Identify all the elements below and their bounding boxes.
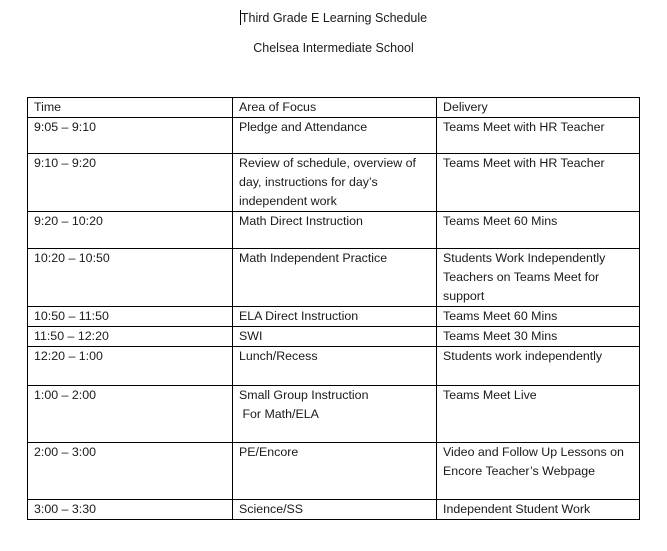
- cell-time: 11:50 – 12:20: [28, 327, 233, 347]
- cell-time: 9:05 – 9:10: [28, 118, 233, 154]
- cell-text: Teams Meet with HR Teacher: [443, 120, 605, 134]
- table-row: [28, 327, 640, 347]
- cell-delivery: [437, 118, 640, 154]
- header-delivery: Delivery: [437, 98, 640, 118]
- cell-text: Teams Meet with HR Teacher: [443, 156, 605, 170]
- cell-text: Teams Meet 30 Mins: [443, 329, 558, 343]
- cell-text: Video and Follow Up Lessons on: [443, 445, 624, 459]
- cell-text: Independent Student Work: [443, 502, 591, 516]
- cell-time: 9:10 – 9:20: [28, 154, 233, 212]
- cell-delivery: [437, 443, 640, 500]
- table-row: [28, 443, 640, 500]
- cell-text: Students Work Independently: [443, 251, 606, 265]
- cell-delivery: [437, 249, 640, 307]
- cell-text: Teams Meet 60 Mins: [443, 309, 558, 323]
- cell-delivery: [437, 386, 640, 443]
- table-row: [28, 347, 640, 386]
- table-row: [28, 500, 640, 520]
- cell-focus: [233, 154, 437, 212]
- cell-focus: [233, 212, 437, 249]
- cell-text: Teachers on Teams Meet for: [443, 270, 600, 284]
- table-row: [28, 212, 640, 249]
- cell-text: Students work independently: [443, 349, 603, 363]
- document-title: Third Grade E Learning Schedule: [240, 11, 428, 25]
- cell-text: Review of schedule, overview of: [239, 156, 416, 170]
- cell-text: PE/Encore: [239, 445, 299, 459]
- cell-focus: [233, 500, 437, 520]
- cell-time: 10:50 – 11:50: [28, 307, 233, 327]
- cell-text: For Math/ELA: [239, 407, 319, 421]
- cell-text: day, instructions for day’s: [239, 175, 378, 189]
- cell-focus: [233, 307, 437, 327]
- cell-delivery: [437, 347, 640, 386]
- cell-time: 3:00 – 3:30: [28, 500, 233, 520]
- cell-text: Small Group Instruction: [239, 388, 369, 402]
- cell-text: Encore Teacher’s Webpage: [443, 464, 596, 478]
- table-row: [28, 154, 640, 212]
- cell-focus: [233, 327, 437, 347]
- cell-delivery: [437, 212, 640, 249]
- cell-text: independent work: [239, 194, 337, 208]
- cell-text: Math Direct Instruction: [239, 214, 363, 228]
- cell-time: 1:00 – 2:00: [28, 386, 233, 443]
- table-row: [28, 249, 640, 307]
- cell-text: SWI: [239, 329, 263, 343]
- table-row: [28, 386, 640, 443]
- cell-text: Pledge and Attendance: [239, 120, 368, 134]
- cell-text: Lunch/Recess: [239, 349, 318, 363]
- cell-text: Teams Meet Live: [443, 388, 537, 402]
- cell-focus: [233, 386, 437, 443]
- header-area-of-focus: Area of Focus: [233, 98, 437, 118]
- document-subtitle: Chelsea Intermediate School: [253, 41, 414, 55]
- cell-delivery: [437, 500, 640, 520]
- schedule-table: [27, 97, 640, 520]
- table-row: [28, 118, 640, 154]
- cell-text: Math Independent Practice: [239, 251, 388, 265]
- cell-time: 10:20 – 10:50: [28, 249, 233, 307]
- cell-text: support: [443, 289, 485, 303]
- cell-time: 2:00 – 3:00: [28, 443, 233, 500]
- table-row: [28, 307, 640, 327]
- cell-delivery: [437, 327, 640, 347]
- cell-focus: [233, 443, 437, 500]
- cell-text: ELA Direct Instruction: [239, 309, 359, 323]
- cell-delivery: [437, 154, 640, 212]
- cell-focus: [233, 249, 437, 307]
- cell-delivery: [437, 307, 640, 327]
- cell-text: Science/SS: [239, 502, 304, 516]
- document-title-block[interactable]: [0, 10, 667, 26]
- cell-text: Teams Meet 60 Mins: [443, 214, 558, 228]
- cell-time: 12:20 – 1:00: [28, 347, 233, 386]
- header-time: Time: [28, 98, 233, 118]
- cell-focus: [233, 347, 437, 386]
- table-header-row: [28, 98, 640, 118]
- cell-time: 9:20 – 10:20: [28, 212, 233, 249]
- cell-focus: [233, 118, 437, 154]
